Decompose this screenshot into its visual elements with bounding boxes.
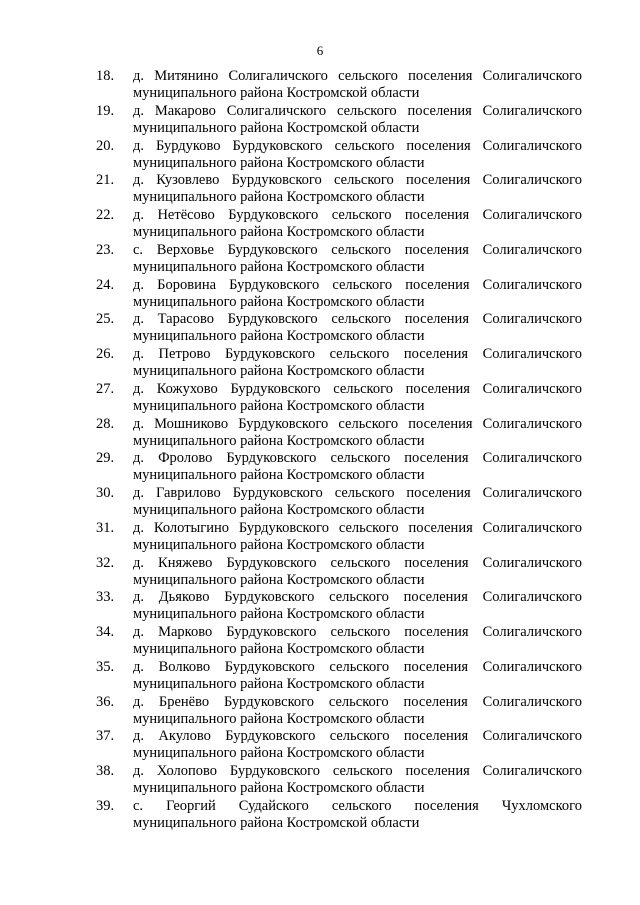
list-item-number: 32.: [96, 554, 115, 571]
list-item-text: [133, 242, 582, 276]
list-item-text: [133, 624, 582, 658]
list-item-line-1: д. Кузовлево Бурдуковского сельского поселения Солигаличского: [133, 172, 582, 189]
list-item-line-1: с. Георгий Судайского сельского поселения Чухломского: [133, 797, 582, 814]
list-item-text: [133, 694, 582, 728]
list-item-number: 26.: [96, 346, 115, 362]
list-item-line-1: с. Верховье Бурдуковского сельского поселения Солигаличского: [133, 241, 582, 258]
list-item: [96, 103, 582, 138]
list-item-line-2: муниципального района Костромского области: [133, 154, 425, 171]
list-item-text: [133, 763, 582, 797]
list-item-text: [133, 659, 582, 693]
list-item-line-2: муниципального района Костромского области: [133, 432, 425, 449]
list-item-number: 28.: [96, 415, 115, 432]
list-item-number: 20.: [96, 137, 115, 154]
list-item: [96, 659, 582, 694]
list-item-number: 31.: [96, 519, 115, 536]
list-item: [96, 520, 582, 555]
list-item-line-2: муниципального района Костромского области: [133, 606, 425, 623]
list-item-text: [133, 68, 582, 102]
list-item-text: [133, 346, 582, 380]
list-item-line-1: д. Тарасово Бурдуковского сельского поселения Солигаличского: [133, 311, 582, 328]
list-item-line-2: муниципального района Костромского области: [133, 780, 425, 796]
list-item-number: 33.: [96, 589, 115, 606]
list-item-number: 27.: [96, 380, 115, 397]
list-item: [96, 242, 582, 277]
list-item-number: 38.: [96, 763, 115, 779]
list-item: [96, 555, 582, 590]
list-item-text: [133, 138, 582, 172]
list-item-number: 18.: [96, 68, 115, 84]
list-item-line-1: д. Боровина Бурдуковского сельского поселения Солигаличского: [133, 276, 582, 293]
list-item-number: 39.: [96, 797, 115, 814]
list-item-line-2: муниципального района Костромского области: [133, 293, 425, 310]
list-item-text: [133, 311, 582, 345]
list-item-line-1: д. Бурдуково Бурдуковского сельского поселения Солигаличского: [133, 137, 582, 154]
list-item: [96, 68, 582, 103]
list-item: [96, 798, 582, 833]
list-item-text: [133, 728, 582, 762]
list-item-number: 25.: [96, 311, 115, 328]
list-item-line-1: д. Макарово Солигаличского сельского поселения Солигаличского: [133, 102, 582, 119]
list-item: [96, 763, 582, 798]
page-number: 6: [316, 43, 324, 58]
list-item-line-1: д. Колотыгино Бурдуковского сельского поселения Солигаличского: [133, 519, 582, 536]
list-item-line-2: муниципального района Костромского области: [133, 258, 425, 275]
list-item-number: 29.: [96, 450, 115, 467]
list-item-number: 34.: [96, 624, 115, 640]
list-item-text: [133, 555, 582, 589]
list-item-line-2: муниципального района Костромской области: [133, 119, 420, 136]
list-item: [96, 728, 582, 763]
list-item-text: [133, 103, 582, 137]
list-item: [96, 207, 582, 242]
list-item-line-1: д. Нетёсово Бурдуковского сельского поселения Солигаличского: [133, 207, 582, 223]
list-item-number: 21.: [96, 172, 115, 189]
list-item: [96, 381, 582, 416]
list-item-number: 24.: [96, 276, 115, 293]
list-item-text: [133, 416, 582, 450]
list-item-line-1: д. Волково Бурдуковского сельского поселения Солигаличского: [133, 658, 582, 675]
list-item-number: 36.: [96, 693, 115, 710]
list-item: [96, 450, 582, 485]
list-item: [96, 172, 582, 207]
list-item-line-2: муниципального района Костромского области: [133, 397, 425, 414]
list-item: [96, 485, 582, 520]
list-item-line-1: д. Холопово Бурдуковского сельского поселения Солигаличского: [133, 763, 582, 779]
list-item-line-1: д. Княжево Бурдуковского сельского поселения Солигаличского: [133, 554, 582, 571]
list-item-line-1: д. Марково Бурдуковского сельского поселения Солигаличского: [133, 624, 582, 640]
list-item-line-2: муниципального района Костромского области: [133, 467, 425, 484]
list-item-line-1: д. Фролово Бурдуковского сельского поселения Солигаличского: [133, 450, 582, 467]
list-item-line-1: д. Петрово Бурдуковского сельского поселения Солигаличского: [133, 346, 582, 362]
list-item-line-2: муниципального района Костромского области: [133, 675, 425, 692]
list-item-line-2: муниципального района Костромского области: [133, 745, 425, 762]
list-item-number: 30.: [96, 485, 115, 501]
list-item-line-2: муниципального района Костромского области: [133, 328, 425, 345]
list-item-text: [133, 589, 582, 623]
list-item: [96, 624, 582, 659]
list-item: [96, 416, 582, 451]
list-item-line-2: муниципального района Костромского области: [133, 502, 425, 518]
list-item-line-2: муниципального района Костромского области: [133, 363, 425, 379]
list-item: [96, 277, 582, 312]
list-item-line-1: д. Кожухово Бурдуковского сельского поселения Солигаличского: [133, 380, 582, 397]
list-item-text: [133, 450, 582, 484]
list-item-number: 22.: [96, 207, 115, 223]
list-item-line-2: муниципального района Костромского области: [133, 710, 425, 727]
list-item-text: [133, 207, 582, 241]
list-item-text: [133, 485, 582, 519]
list-item-line-2: муниципального района Костромского области: [133, 641, 425, 657]
list-item: [96, 311, 582, 346]
list-item-text: [133, 798, 582, 832]
list-item-line-2: муниципального района Костромской области: [133, 85, 420, 101]
list-item-line-2: муниципального района Костромской области: [133, 814, 420, 831]
list-item: [96, 589, 582, 624]
list-item-line-2: муниципального района Костромского области: [133, 536, 425, 553]
list-item-number: 37.: [96, 728, 115, 745]
list-item-line-1: д. Дьяково Бурдуковского сельского поселения Солигаличского: [133, 589, 582, 606]
list-item-text: [133, 172, 582, 206]
list-item-line-1: д. Бренёво Бурдуковского сельского поселения Солигаличского: [133, 693, 582, 710]
list-item-line-1: д. Мошниково Бурдуковского сельского поселения Солигаличского: [133, 415, 582, 432]
list-item-number: 23.: [96, 241, 115, 258]
list-item-line-2: муниципального района Костромского области: [133, 189, 425, 206]
list-item-text: [133, 277, 582, 311]
list-item-text: [133, 520, 582, 554]
list-item: [96, 346, 582, 381]
list-item-number: 19.: [96, 102, 115, 119]
list-item-line-1: д. Акулово Бурдуковского сельского поселения Солигаличского: [133, 728, 582, 745]
list-item-text: [133, 381, 582, 415]
list-item-line-2: муниципального района Костромского области: [133, 571, 425, 588]
list-item-line-2: муниципального района Костромского области: [133, 224, 425, 240]
list-item-line-1: д. Митянино Солигаличского сельского поселения Солигаличского: [133, 68, 582, 84]
list-item-number: 35.: [96, 658, 115, 675]
list-item: [96, 694, 582, 729]
list-item-line-1: д. Гаврилово Бурдуковского сельского поселения Солигаличского: [133, 485, 582, 501]
settlement-list: [96, 68, 582, 833]
list-item: [96, 138, 582, 173]
